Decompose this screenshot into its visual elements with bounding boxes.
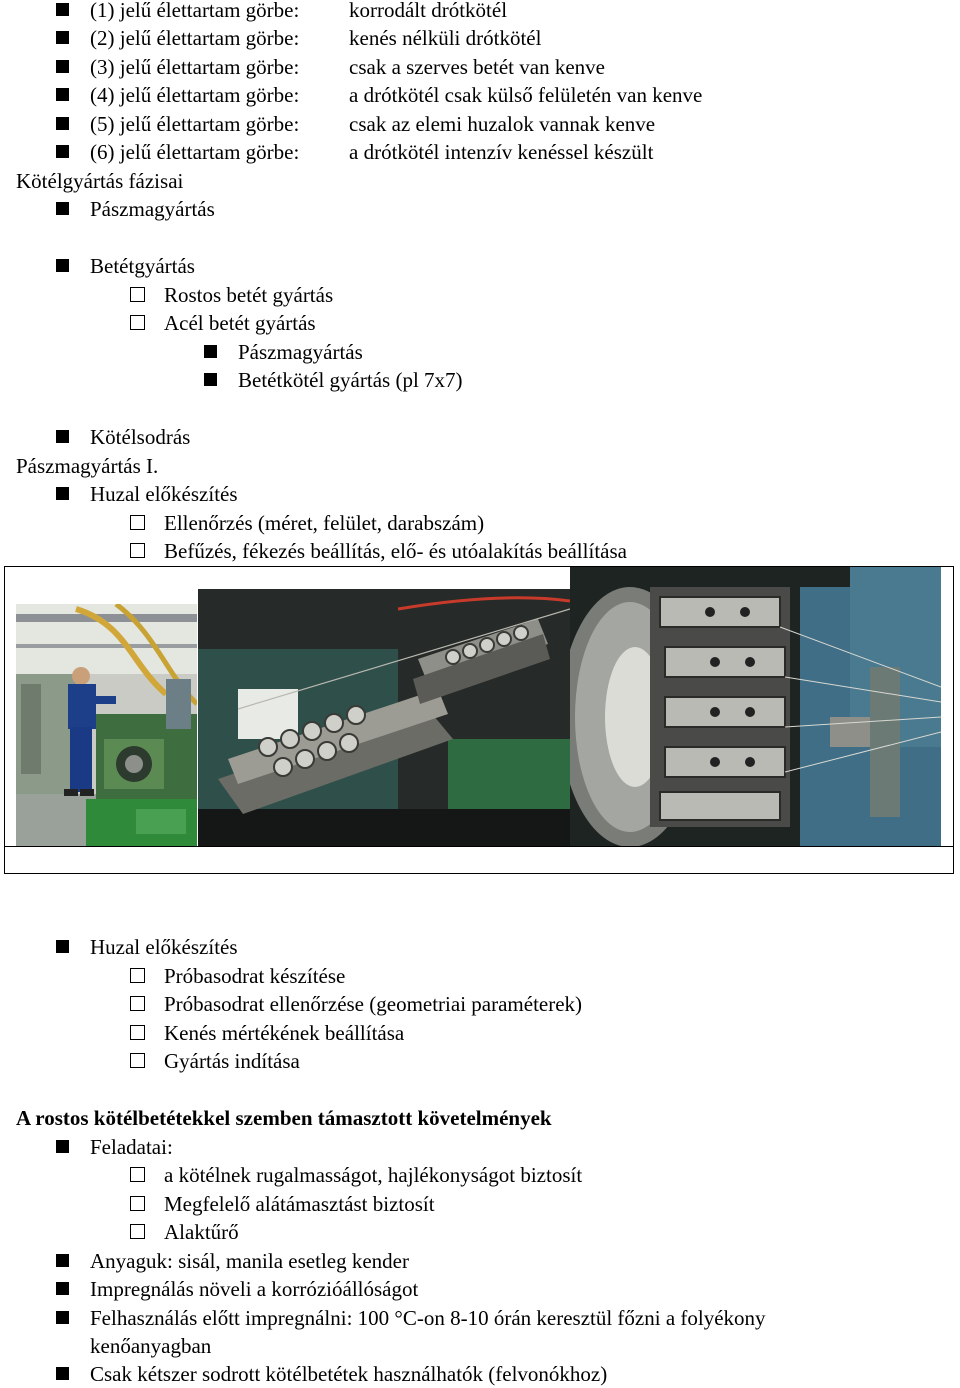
strand2-item: Huzal előkészítés (0, 933, 238, 961)
bullet-checkbox-icon (130, 315, 145, 330)
bullet-square-icon (56, 88, 69, 101)
phase-subsubitem: Betétkötél gyártás (pl 7x7) (0, 366, 463, 394)
bullet-checkbox-icon (130, 287, 145, 302)
bullet-square-icon (204, 345, 217, 358)
strand1-subitem: Ellenőrzés (méret, felület, darabszám) (0, 509, 484, 537)
bullet-square-icon (56, 1282, 69, 1295)
bullet-square-icon (56, 430, 69, 443)
fiber-subitem: Megfelelő alátámasztást biztosít (0, 1190, 435, 1218)
table-separator (5, 846, 953, 847)
phase-subitem: Rostos betét gyártás (0, 281, 333, 309)
phases-heading: Kötélgyártás fázisai (16, 169, 184, 193)
bullet-checkbox-icon (130, 1196, 145, 1211)
bullet-checkbox-icon (130, 968, 145, 983)
strand2-subitem: Kenés mértékének beállítása (0, 1019, 404, 1047)
curve-item-1: (1) jelű élettartam görbe: korrodált drótkötél (0, 0, 299, 24)
curve-item-6: (6) jelű élettartam görbe: a drótkötél intenzív kenéssel készült (0, 138, 299, 166)
strand2-subitem: Gyártás indítása (0, 1047, 300, 1075)
photo-table (4, 566, 954, 874)
bullet-square-icon (56, 60, 69, 73)
bullet-square-icon (56, 259, 69, 272)
fiber-item: Felhasználás előtt impregnálni: 100 °C-on 8-10 órán keresztül főzni a folyékony (0, 1304, 766, 1332)
curve-item-4: (4) jelű élettartam görbe: a drótkötél csak külső felületén van kenve (0, 81, 299, 109)
bullet-checkbox-icon (130, 1224, 145, 1239)
factory-worker-photo (16, 604, 197, 846)
bullet-checkbox-icon (130, 1053, 145, 1068)
curve-item-5: (5) jelű élettartam görbe: csak az elemi huzalok vannak kenve (0, 110, 299, 138)
curve-item-2: (2) jelű élettartam görbe: kenés nélküli drótkötél (0, 24, 299, 52)
phase-item: Kötélsodrás (0, 423, 190, 451)
fiber-item: Feladatai: (0, 1133, 173, 1161)
bullet-square-icon (204, 373, 217, 386)
strand1-heading: Pászmagyártás I. (16, 454, 159, 478)
bullet-square-icon (56, 31, 69, 44)
phase-item: Pászmagyártás (0, 195, 215, 223)
fiber-item: Csak kétszer sodrott kötélbetétek használhatók (felvonókhoz) (0, 1360, 607, 1388)
fiber-item: Impregnálás növeli a korrózióállóságot (0, 1275, 418, 1303)
bullet-checkbox-icon (130, 1167, 145, 1182)
bullet-square-icon (56, 1367, 69, 1380)
fiber-heading: A rostos kötélbetétekkel szemben támasztott követelmények (16, 1106, 552, 1130)
bullet-square-icon (56, 3, 69, 16)
bullet-checkbox-icon (130, 515, 145, 530)
strand2-subitem: Próbasodrat készítése (0, 962, 345, 990)
phase-item: Betétgyártás (0, 252, 195, 280)
bullet-checkbox-icon (130, 996, 145, 1011)
stranding-head-photo (570, 567, 941, 846)
bullet-square-icon (56, 487, 69, 500)
fiber-subitem: a kötélnek rugalmasságot, hajlékonyságot biztosít (0, 1161, 582, 1189)
wire-rollers-photo (198, 589, 570, 846)
fiber-item: Anyaguk: sisál, manila esetleg kender (0, 1247, 409, 1275)
strand1-subitem: Befűzés, fékezés beállítás, elő- és utóalakítás beállítása (0, 537, 627, 565)
curve-item-3: (3) jelű élettartam görbe: csak a szerves betét van kenve (0, 53, 299, 81)
bullet-square-icon (56, 1311, 69, 1324)
bullet-square-icon (56, 202, 69, 215)
bullet-square-icon (56, 1254, 69, 1267)
strand1-item: Huzal előkészítés (0, 480, 238, 508)
bullet-square-icon (56, 1140, 69, 1153)
phase-subitem: Acél betét gyártás (0, 309, 316, 337)
phase-subsubitem: Pászmagyártás (0, 338, 363, 366)
bullet-checkbox-icon (130, 1025, 145, 1040)
bullet-square-icon (56, 117, 69, 130)
fiber-subitem: Alaktűrő (0, 1218, 239, 1246)
fiber-item-continuation: kenőanyagban (90, 1334, 212, 1358)
bullet-checkbox-icon (130, 543, 145, 558)
bullet-square-icon (56, 145, 69, 158)
bullet-square-icon (56, 940, 69, 953)
strand2-subitem: Próbasodrat ellenőrzése (geometriai paraméterek) (0, 990, 582, 1018)
